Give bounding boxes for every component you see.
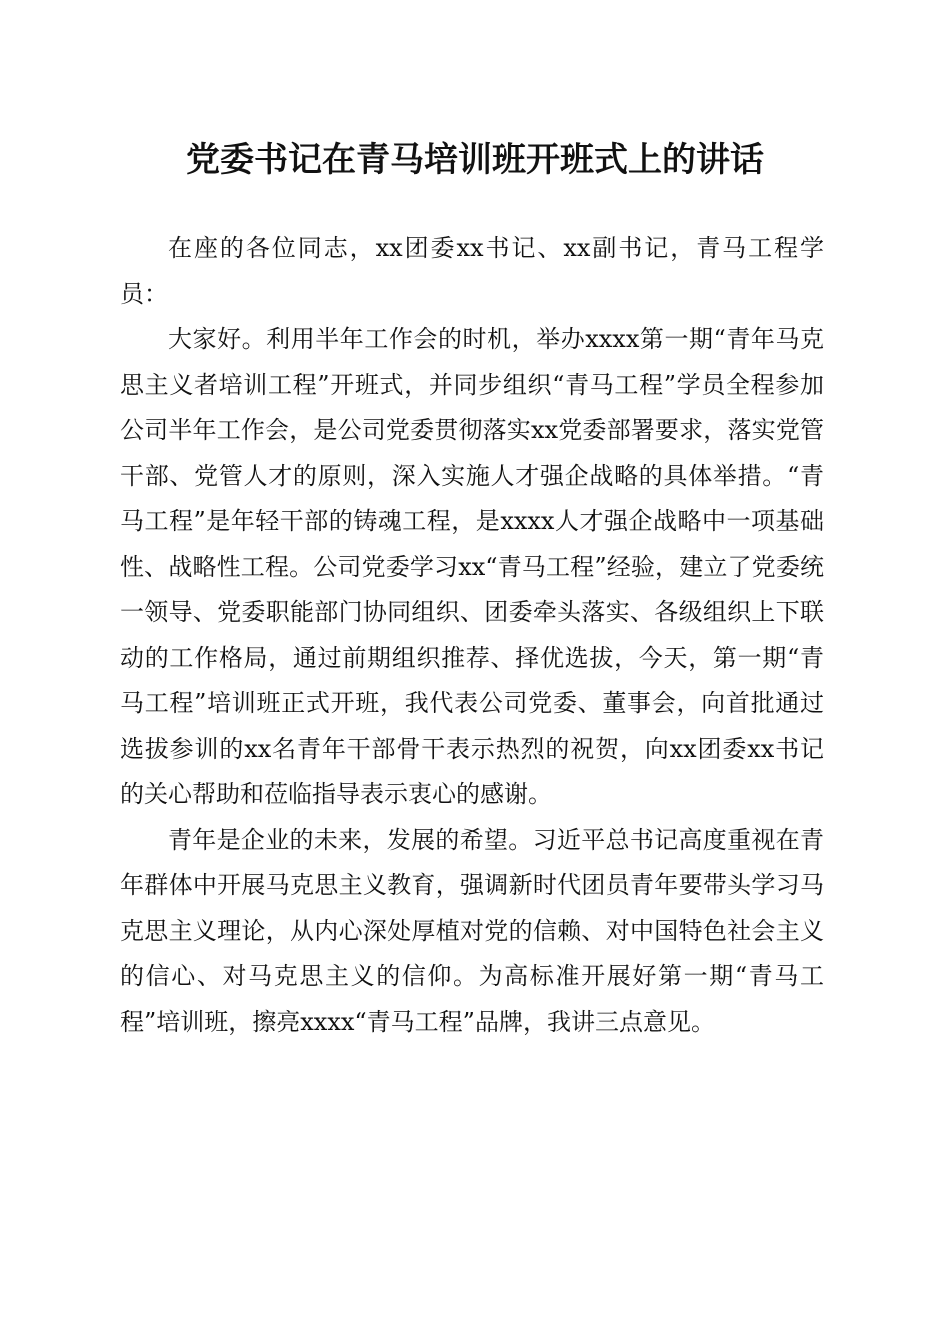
document-body xyxy=(120,226,824,1045)
paragraph-greeting: 在座的各位同志，xx团委xx书记、xx副书记，青马工程学员： xyxy=(120,234,824,308)
paragraph-youth: 青年是企业的未来，发展的希望。习近平总书记高度重视在青年群体中开展马克思主义教育，强调新时代团员青年要带头学习马克思主义理论，从内心深处厚植对党的信赖、对中国特色社会主义的信心、对马克思主义的信仰。为高标准开展好第一期“青马工程”培训班，擦亮xxxx“青马工程”品牌，我讲三点意见。 xyxy=(120,825,824,1036)
document-title: 党委书记在青马培训班开班式上的讲话 xyxy=(186,140,764,180)
paragraph-opening: 大家好。利用半年工作会的时机，举办xxxx第一期“青年马克思主义者培训工程”开班式，并同步组织“青马工程”学员全程参加公司半年工作会，是公司党委贯彻落实xx党委部署要求，落实党管干部、党管人才的原则，深入实施人才强企战略的具体举措。“青马工程”是年轻干部的铸魂工程，是xxxx人才强企战略中一项基础性、战略性工程。公司党委学习xx“青马工程”经验，建立了党委统一领导、党委职能部门协同组织、团委牵头落实、各级组织上下联动的工作格局，通过前期组织推荐、择优选拔，今天，第一期“青马工程”培训班正式开班，我代表公司党委、董事会，向首批通过选拔参训的xx名青年干部骨干表示热烈的祝贺，向xx团委xx书记的关心帮助和莅临指导表示衷心的感谢。 xyxy=(120,325,824,808)
